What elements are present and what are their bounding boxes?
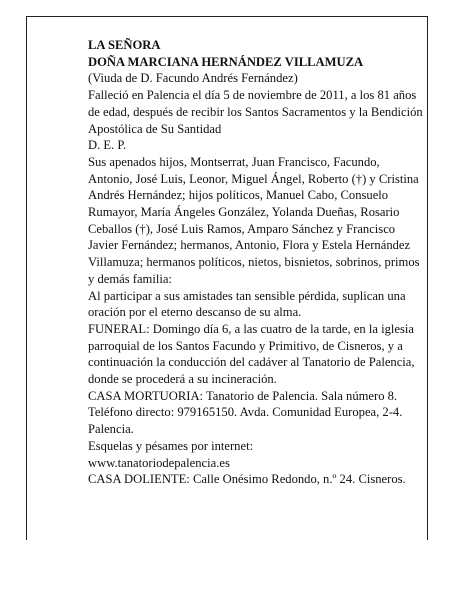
prayer-request: Al participar a sus amistades tan sensible pérdida, suplican una oración por el eterno descanso de su alma. (88, 288, 406, 320)
deceased-name: DOÑA MARCIANA HERNÁNDEZ VILLAMUZA (88, 54, 364, 69)
obituary-content (88, 37, 424, 488)
condolences-label: Esquelas y pésames por internet: (88, 438, 254, 453)
family-list: Sus apenados hijos, Montserrat, Juan Francisco, Facundo, Antonio, José Luis, Leonor, Miguel Ángel, Roberto (†) y Cristina Andrés Hernández; hijos políticos, Manuel Cabo, Consuelo Rumayor, María Ángeles González, Yolanda Dueñas, Rosario Ceballos (†), José Luis Ramos, Amparo Sánchez y Francisco Javier Fernández; hermanos, Antonio, Flora y Estela Hernández Villamuza; hermanos políticos, nietos, bisnietos, sobrinos, primos y demás familia: (88, 154, 420, 286)
family-home: CASA DOLIENTE: Calle Onésimo Redondo, n.º 24. Cisneros. (88, 472, 406, 487)
website-link[interactable]: www.tanatoriodepalencia.es (88, 455, 230, 470)
rest-in-peace: D. E. P. (88, 138, 127, 153)
funeral-details: FUNERAL: Domingo día 6, a las cuatro de la tarde, en la iglesia parroquial de los Santos Facundo y Primitivo, de Cisneros, y a continuación la conducción del cadáver al Tanatorio de Palencia, donde se procederá a su incineración. (88, 321, 415, 387)
obituary-heading: LA SEÑORA (88, 38, 161, 52)
widow-of: (Viuda de D. Facundo Andrés Fernández) (88, 71, 298, 86)
death-announcement: Falleció en Palencia el día 5 de noviembre de 2011, a los 81 años de edad, después de recibir los Santos Sacramentos y la Bendición Apostólica de Su Santidad (88, 88, 423, 136)
mortuary-details: CASA MORTUORIA: Tanatorio de Palencia. Sala número 8. Teléfono directo: 979165150. Avda. Comunidad Europea, 2-4. Palencia. (88, 388, 403, 437)
